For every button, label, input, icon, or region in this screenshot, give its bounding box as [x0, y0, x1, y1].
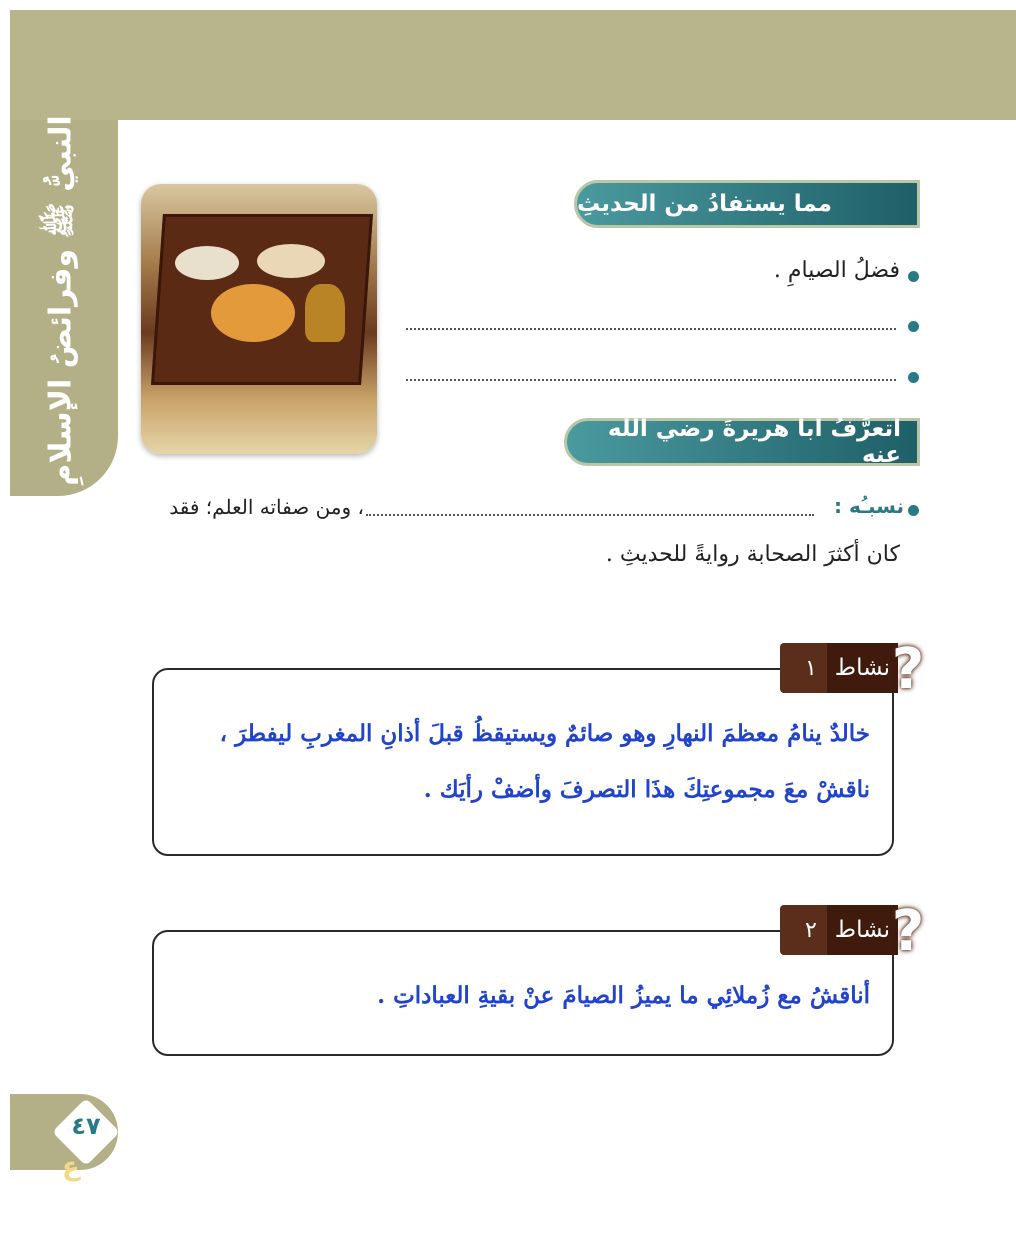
- dallah-shape: [305, 284, 345, 342]
- dates-bowl-shape: [211, 284, 295, 342]
- lineage-label: نسبـُه :: [834, 494, 904, 518]
- answer-line[interactable]: [406, 328, 896, 330]
- activity-number: ١: [804, 655, 817, 681]
- lineage-answer-line[interactable]: [366, 514, 814, 516]
- bullet: [908, 321, 919, 332]
- section-heading-benefits: مما يستفادُ من الحديثِ: [574, 180, 920, 228]
- plate-shape: [175, 246, 239, 280]
- activity-number: ٢: [804, 917, 817, 943]
- activity-2-label: [780, 905, 898, 955]
- activity-name: نشاط: [827, 643, 898, 693]
- benefit-item-1: فضلُ الصيامِ .: [773, 258, 900, 283]
- activity-1-label: [780, 643, 898, 693]
- section-heading-abu-hurairah: أتعرَّفُ أبا هريرةَ رضي الله عنه: [564, 418, 920, 466]
- answer-line[interactable]: [406, 379, 896, 381]
- lineage-line2: كان أكثرَ الصحابة روايةً للحديثِ .: [605, 542, 900, 567]
- activity-name: نشاط: [827, 905, 898, 955]
- publisher-logo-icon: ع: [62, 1152, 80, 1182]
- top-banner: [10, 10, 1016, 120]
- bullet: [908, 271, 919, 282]
- bullet: [908, 372, 919, 383]
- side-title-text: النبيُّ ﷺ وفرائضُ الإسلامِ: [43, 114, 79, 486]
- side-title: [12, 114, 116, 486]
- bullet: [908, 505, 919, 516]
- question-mark-icon: ?: [891, 899, 925, 964]
- iftar-table-photo: [141, 184, 377, 454]
- activity-1-text: خالدٌ ينامُ معظمَ النهارِ وهو صائمٌ ويستيقظُ قبلَ أذانِ المغربِ ليفطرَ ، ناقشْ معَ مجموعتِكَ هذَا التصرفَ وأضفْ رأيَك .: [219, 720, 870, 803]
- plate-shape: [257, 244, 325, 278]
- question-mark-icon: ?: [891, 637, 925, 702]
- page-number: ٤٧: [71, 1112, 101, 1140]
- lineage-line1-rest: ، ومن صفاته العلم؛ فقد: [169, 495, 364, 519]
- activity-2-text: أناقشُ مع زُملائِي ما يميزُ الصيامَ عنْ بقيةِ العباداتِ .: [377, 982, 870, 1009]
